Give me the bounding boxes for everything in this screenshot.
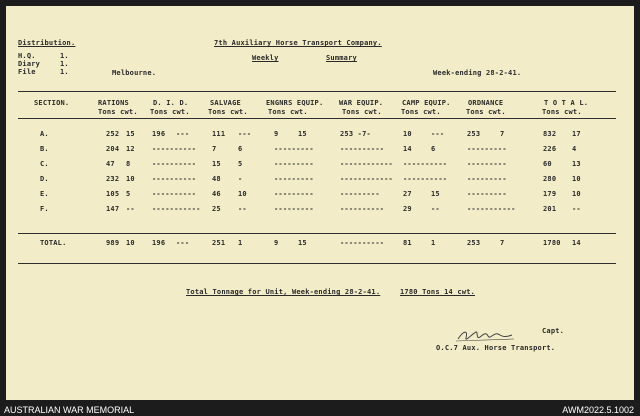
cell-tons: --------- [274, 175, 314, 183]
cell-tons: ---------- [403, 160, 448, 168]
cell-cwt: - [238, 175, 243, 183]
column-header: SALVAGE [210, 99, 241, 107]
section-cell: C. [40, 160, 49, 168]
signature-rank: Capt. [542, 327, 565, 335]
cell-cwt: -- [431, 205, 440, 213]
column-header: ENGNRS EQUIP. [266, 99, 324, 107]
cell-tons: 280 [543, 175, 557, 183]
cell-cwt: 15 [126, 130, 135, 138]
weekly-label: Weekly [252, 54, 279, 62]
cell-cwt: 17 [572, 130, 581, 138]
cell-tons: 46 [212, 190, 221, 198]
cell-cwt: -- [126, 205, 135, 213]
cell-tons: --------- [467, 145, 507, 153]
cell-tons: 179 [543, 190, 557, 198]
cell-cwt: 10 [126, 175, 135, 183]
cell-tons: 25 [212, 205, 221, 213]
column-header: D. I. D. [153, 99, 189, 107]
cell-cwt: 5 [238, 160, 243, 168]
week-ending-label: Week-ending 28-2-41. [433, 69, 522, 77]
recipient-count: 1. [60, 52, 69, 60]
column-header: T O T A L. [544, 99, 589, 107]
cell-cwt: --- [238, 130, 252, 138]
cell-cwt: 15 [298, 130, 307, 138]
cell-tons: ---------- [340, 239, 385, 247]
cell-cwt: -- [238, 205, 247, 213]
cell-tons: 48 [212, 175, 221, 183]
cell-tons: 204 [106, 145, 120, 153]
recipient-count: 1. [60, 68, 69, 76]
cell-cwt: 4 [572, 145, 577, 153]
column-header: ORDNANCE [468, 99, 504, 107]
cell-tons: --------- [340, 190, 380, 198]
cell-tons: ---------- [340, 145, 385, 153]
cell-cwt: 5 [126, 190, 131, 198]
cell-cwt: 13 [572, 160, 581, 168]
cell-tons: 832 [543, 130, 557, 138]
cell-tons: ---------- [403, 175, 448, 183]
cell-cwt: 10 [126, 239, 135, 247]
cell-cwt: 8 [126, 160, 131, 168]
cell-tons: 196 [152, 130, 166, 138]
cell-tons: --------- [467, 160, 507, 168]
cell-cwt: --- [176, 130, 190, 138]
recipient-code: File [18, 68, 36, 76]
column-subheader: Tons cwt. [150, 108, 190, 116]
footer-source: AUSTRALIAN WAR MEMORIAL [4, 405, 135, 415]
cell-tons: ----------- [152, 205, 201, 213]
cell-cwt: 10 [572, 190, 581, 198]
section-cell: D. [40, 175, 49, 183]
cell-tons: --------- [274, 190, 314, 198]
cell-cwt: --- [176, 239, 190, 247]
cell-cwt: 6 [431, 145, 436, 153]
column-header: SECTION. [34, 99, 70, 107]
signature-graphic [454, 326, 516, 344]
archive-footer [0, 402, 640, 416]
cell-cwt: --- [431, 130, 445, 138]
cell-tons: 29 [403, 205, 412, 213]
column-subheader: Tons cwt. [542, 108, 582, 116]
cell-tons: 251 [212, 239, 226, 247]
cell-tons: ---------- [152, 175, 197, 183]
cell-tons: 196 [152, 239, 166, 247]
cell-cwt: 1 [238, 239, 243, 247]
cell-tons: 252 [106, 130, 120, 138]
cell-cwt: 1 [431, 239, 436, 247]
table-top-rule [18, 91, 616, 92]
cell-tons: ---------- [152, 190, 197, 198]
cell-cwt: 14 [572, 239, 581, 247]
cell-tons: 201 [543, 205, 557, 213]
section-cell: F. [40, 205, 49, 213]
cell-tons: 253 [467, 130, 481, 138]
cell-tons: ---------- [152, 145, 197, 153]
column-subheader: Tons cwt. [342, 108, 382, 116]
cell-tons: ---------- [340, 205, 385, 213]
cell-tons: 81 [403, 239, 412, 247]
section-cell: E. [40, 190, 49, 198]
cell-cwt: 6 [238, 145, 243, 153]
cell-tons: 111 [212, 130, 226, 138]
cell-tons: 9 [274, 130, 279, 138]
cell-tons: 14 [403, 145, 412, 153]
company-title: 7th Auxiliary Horse Transport Company. [214, 39, 382, 47]
cell-cwt: 10 [238, 190, 247, 198]
cell-tons: 232 [106, 175, 120, 183]
cell-tons: --------- [467, 175, 507, 183]
cell-tons: 1780 [543, 239, 561, 247]
cell-tons: ---------- [152, 160, 197, 168]
cell-cwt: 7 [500, 239, 505, 247]
footer-accession: AWM2022.5.1002 [562, 405, 634, 415]
tonnage-line: Total Tonnage for Unit, Week-ending 28-2-41. [186, 288, 381, 296]
column-subheader: Tons cwt. [98, 108, 138, 116]
location-label: Melbourne. [112, 69, 157, 77]
document-page [6, 6, 634, 400]
cell-cwt: 7 [500, 130, 505, 138]
cell-tons: 253 [467, 239, 481, 247]
column-header: RATIONS [98, 99, 129, 107]
cell-tons: 105 [106, 190, 120, 198]
signature-title: O.C.7 Aux. Horse Transport. [436, 344, 556, 352]
cell-tons: 60 [543, 160, 552, 168]
cell-tons: --------- [274, 205, 314, 213]
cell-tons: ----------- [467, 205, 516, 213]
cell-tons: 27 [403, 190, 412, 198]
cell-tons: 10 [403, 130, 412, 138]
header-bottom-rule [18, 118, 616, 119]
recipient-count: 1. [60, 60, 69, 68]
section-cell: A. [40, 130, 49, 138]
recipient-code: Diary [18, 60, 41, 68]
cell-tons: ------------ [340, 175, 393, 183]
cell-tons: 15 [212, 160, 221, 168]
cell-tons: --------- [274, 160, 314, 168]
cell-tons: --------- [274, 145, 314, 153]
cell-cwt: 10 [572, 175, 581, 183]
cell-tons: 47 [106, 160, 115, 168]
cell-cwt: 15 [298, 239, 307, 247]
column-header: WAR EQUIP. [339, 99, 384, 107]
totals-top-rule [18, 233, 616, 234]
cell-tons: 9 [274, 239, 279, 247]
cell-tons: ------------ [340, 160, 393, 168]
column-subheader: Tons cwt. [401, 108, 441, 116]
cell-tons: 253 -7- [340, 130, 371, 138]
cell-cwt: -- [572, 205, 581, 213]
cell-tons: --------- [467, 190, 507, 198]
column-subheader: Tons cwt. [268, 108, 308, 116]
cell-tons: 989 [106, 239, 120, 247]
cell-cwt: 15 [431, 190, 440, 198]
section-cell: B. [40, 145, 49, 153]
distribution-label: Distribution. [18, 39, 76, 47]
section-cell: TOTAL. [40, 239, 67, 247]
column-header: CAMP EQUIP. [402, 99, 451, 107]
column-subheader: Tons cwt. [208, 108, 248, 116]
cell-tons: 7 [212, 145, 217, 153]
cell-tons: 147 [106, 205, 120, 213]
tonnage-value: 1780 Tons 14 cwt. [400, 288, 476, 296]
column-subheader: Tons cwt. [466, 108, 506, 116]
totals-bottom-rule [18, 263, 616, 264]
summary-label: Summary [326, 54, 357, 62]
cell-cwt: 12 [126, 145, 135, 153]
recipient-code: H.Q. [18, 52, 36, 60]
cell-tons: 226 [543, 145, 557, 153]
